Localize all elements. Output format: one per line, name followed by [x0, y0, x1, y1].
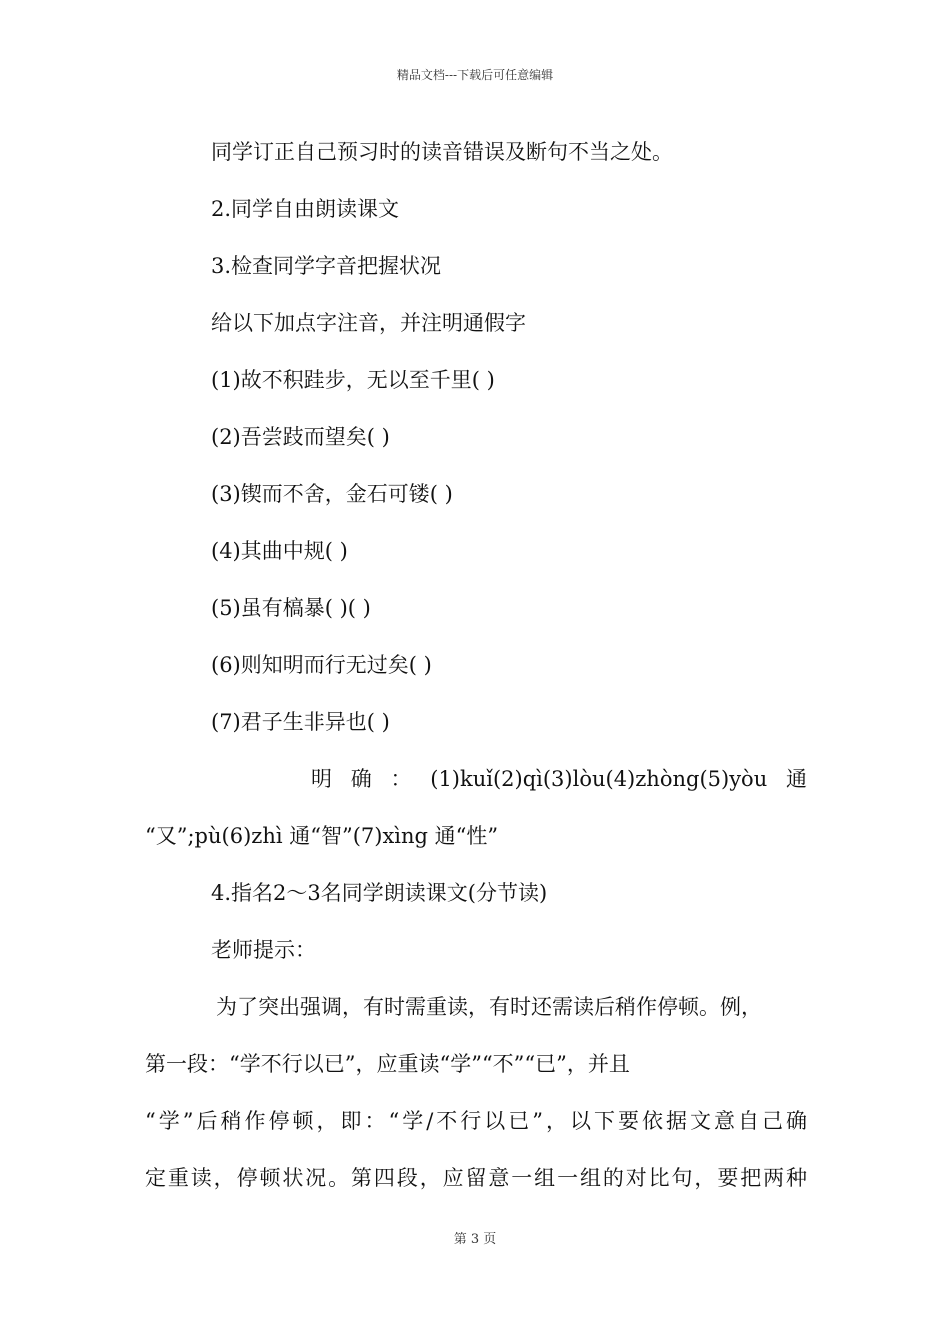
- exercise-item-2: (2)吾尝跂而望矣( ): [211, 425, 390, 449]
- exercise-item-1: (1)故不积跬步，无以至千里( ): [211, 368, 495, 392]
- teacher-hint-label: 老师提示：: [211, 938, 316, 962]
- answer-label-que: 确: [350, 767, 372, 791]
- exercise-item-7: (7)君子生非异也( ): [211, 710, 390, 734]
- answer-label-ming: 明: [311, 767, 332, 791]
- text-line-instruction: 给以下加点字注音，并注明通假字: [211, 311, 526, 335]
- answer-line-2: “又”;pù(6)zhì 通“智”(7)xìng 通“性”: [145, 824, 499, 848]
- exercise-item-5: (5)虽有槁暴( )( ): [211, 596, 371, 620]
- answer-tong: 通: [785, 767, 807, 791]
- text-line-step-2: 2.同学自由朗读课文: [211, 197, 400, 221]
- paragraph-line-3: “学”后稍作停顿，即：“学/不行以已”，以下要依据文意自己确: [145, 1109, 811, 1133]
- page-number: 第 3 页: [453, 1232, 497, 1247]
- page-header: 精品文档---下载后可任意编辑: [396, 68, 554, 82]
- text-line-step-3: 3.检查同学字音把握状况: [211, 254, 442, 278]
- text-line-correction: 同学订正自己预习时的读音错误及断句不当之处。: [211, 140, 673, 164]
- exercise-item-4: (4)其曲中规( ): [211, 539, 348, 563]
- answer-pinyin: (1)kuǐ(2)qì(3)lòu(4)zhòng(5)yòu: [430, 767, 768, 791]
- text-line-step-4: 4.指名2～3名同学朗读课文(分节读): [211, 881, 548, 905]
- paragraph-line-1: 为了突出强调，有时需重读，有时还需读后稍作停顿。例，: [216, 995, 762, 1019]
- exercise-item-3: (3)锲而不舍，金石可镂( ): [211, 482, 453, 506]
- paragraph-line-2: 第一段：“学不行以已”，应重读“学”“不”“已”，并且: [145, 1052, 630, 1076]
- exercise-item-6: (6)则知明而行无过矣( ): [211, 653, 432, 677]
- answer-label-colon: ：: [390, 767, 412, 791]
- paragraph-line-4: 定重读，停顿状况。第四段，应留意一组一组的对比句，要把两种: [145, 1166, 809, 1190]
- answer-line-1: [311, 769, 807, 790]
